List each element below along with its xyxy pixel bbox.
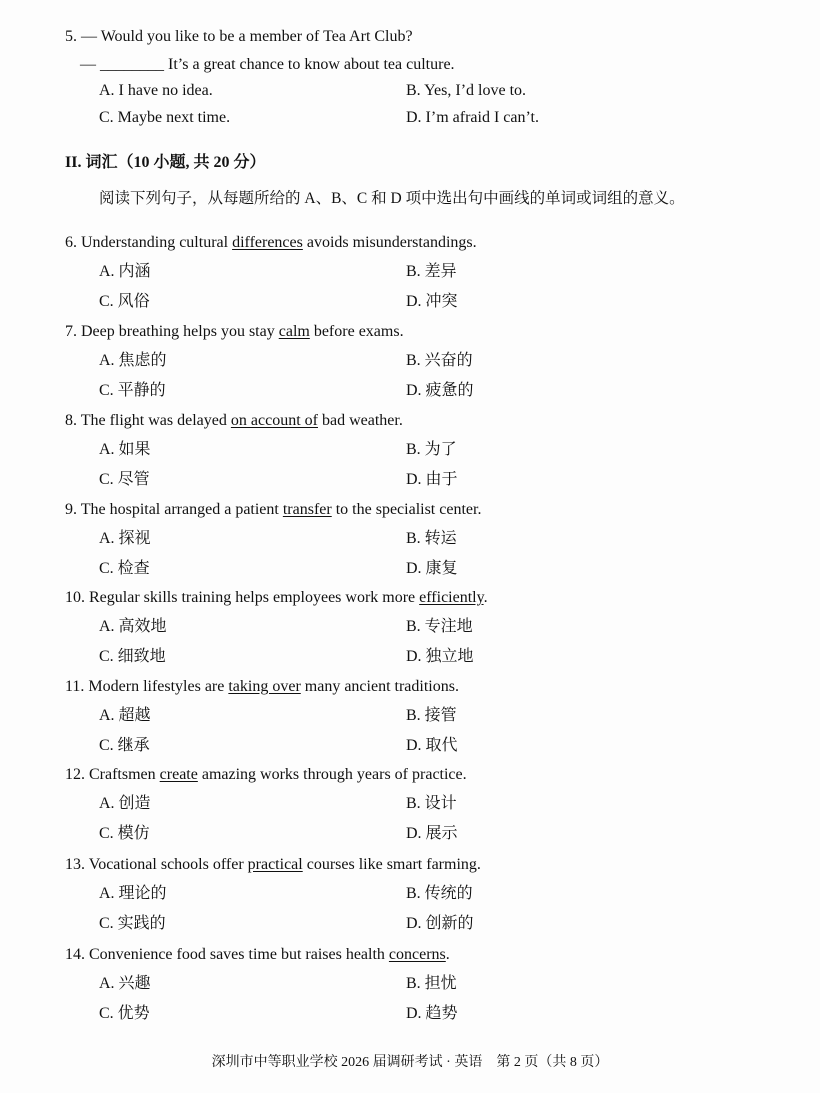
stem-text: 6. Understanding cultural: [65, 234, 233, 251]
section-title: II. 词汇（10 小题, 共 20 分）: [65, 154, 266, 171]
stem-text: bad weather.: [317, 412, 403, 429]
option-c: C. 优势: [99, 1005, 150, 1022]
stem-text: courses like smart farming.: [302, 856, 481, 873]
question-stem: [65, 855, 481, 875]
option-a: A. 内涵: [99, 263, 151, 280]
option-c: C. 继承: [99, 737, 150, 754]
stem-text: 8. The flight was delayed: [65, 412, 231, 429]
question-stem: [65, 411, 403, 431]
q5-option-c: C. Maybe next time.: [99, 109, 231, 126]
option-b: B. 转运: [406, 530, 457, 547]
option-d: D. 由于: [406, 471, 458, 488]
option-c: C. 尽管: [99, 471, 150, 488]
stem-text: 11. Modern lifestyles are: [65, 678, 229, 695]
question-stem: [65, 765, 467, 785]
option-b: B. 为了: [406, 441, 457, 458]
option-b: B. 专注地: [406, 618, 473, 635]
q5-option-d: D. I’m afraid I can’t.: [406, 109, 539, 126]
stem-text: 9. The hospital arranged a patient: [65, 501, 283, 518]
q5-reply: [80, 55, 455, 75]
option-a: A. 超越: [99, 707, 151, 724]
option-a: A. 焦虑的: [99, 352, 167, 369]
stem-text: 7. Deep breathing helps you stay: [65, 323, 279, 340]
stem-text: 10. Regular skills training helps employees work more: [65, 589, 420, 606]
option-d: D. 取代: [406, 737, 458, 754]
option-a: A. 如果: [99, 441, 151, 458]
stem-text: before exams.: [309, 323, 404, 340]
option-d: D. 独立地: [406, 648, 474, 665]
option-c: C. 模仿: [99, 825, 150, 842]
question-stem: [65, 945, 450, 965]
underlined-term: practical: [247, 856, 303, 873]
option-d: D. 创新的: [406, 915, 474, 932]
underlined-term: on account of: [230, 412, 318, 429]
option-c: C. 细致地: [99, 648, 166, 665]
stem-text: avoids misunderstandings.: [302, 234, 477, 251]
stem-text: to the specialist center.: [331, 501, 482, 518]
stem-text: .: [445, 946, 450, 963]
page-footer: 深圳市中等职业学校 2026 届调研考试 · 英语 第 2 页（共 8 页）: [211, 1055, 609, 1070]
stem-text: 12. Craftsmen: [65, 766, 160, 783]
question-stem: [65, 500, 481, 520]
underlined-term: efficiently: [419, 589, 484, 606]
option-c: C. 检查: [99, 560, 150, 577]
option-a: A. 创造: [99, 795, 151, 812]
stem-text: 14. Convenience food saves time but raises health: [65, 946, 389, 963]
underlined-term: create: [159, 766, 198, 783]
q5-stem: 5. — Would you like to be a member of Tea Art Club?: [65, 28, 413, 45]
option-b: B. 兴奋的: [406, 352, 473, 369]
stem-text: amazing works through years of practice.: [197, 766, 467, 783]
option-b: B. 设计: [406, 795, 457, 812]
option-a: A. 兴趣: [99, 975, 151, 992]
underlined-term: calm: [278, 323, 310, 340]
stem-text: many ancient traditions.: [300, 678, 459, 695]
q5-option-b: B. Yes, I’d love to.: [406, 82, 527, 99]
answer-blank: ________: [100, 56, 164, 73]
option-b: B. 差异: [406, 263, 457, 280]
question-stem: [65, 588, 488, 608]
option-d: D. 趋势: [406, 1005, 458, 1022]
option-c: C. 平静的: [99, 382, 166, 399]
option-a: A. 探视: [99, 530, 151, 547]
underlined-term: concerns: [388, 946, 446, 963]
underlined-term: differences: [232, 234, 303, 251]
underlined-term: transfer: [282, 501, 332, 518]
question-stem: [65, 677, 459, 697]
reply-text: It’s a great chance to know about tea culture.: [164, 56, 455, 73]
option-a: A. 高效地: [99, 618, 167, 635]
option-d: D. 康复: [406, 560, 458, 577]
underlined-term: taking over: [228, 678, 301, 695]
option-d: D. 疲惫的: [406, 382, 474, 399]
option-c: C. 实践的: [99, 915, 166, 932]
q5-option-a: A. I have no idea.: [99, 82, 213, 99]
stem-text: .: [483, 589, 488, 606]
option-c: C. 风俗: [99, 293, 150, 310]
option-b: B. 担忧: [406, 975, 457, 992]
option-b: B. 传统的: [406, 885, 473, 902]
stem-text: 13. Vocational schools offer: [65, 856, 248, 873]
question-stem: [65, 233, 477, 253]
option-a: A. 理论的: [99, 885, 167, 902]
option-d: D. 展示: [406, 825, 458, 842]
question-stem: [65, 322, 404, 342]
option-d: D. 冲突: [406, 293, 458, 310]
option-b: B. 接管: [406, 707, 457, 724]
section-instruction: 阅读下列句子，从每题所给的 A、B、C 和 D 项中选出句中画线的单词或词组的意义。: [99, 190, 685, 207]
dash: —: [80, 56, 100, 73]
